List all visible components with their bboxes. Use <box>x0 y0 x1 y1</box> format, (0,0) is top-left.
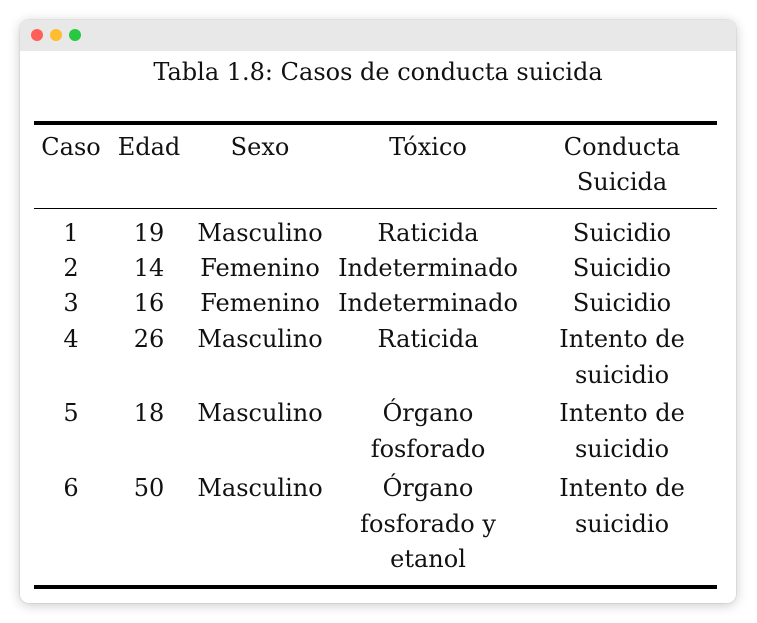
row-1-sexo: Masculino <box>197 219 323 247</box>
row-4-conducta-line-2: suicidio <box>574 361 670 389</box>
row-4-sexo: Masculino <box>197 325 323 353</box>
row-6-caso: 6 <box>63 474 79 502</box>
header-toxico: Tóxico <box>389 133 467 161</box>
row-1-toxico: Raticida <box>377 219 479 247</box>
table-header-rule <box>34 208 717 209</box>
row-6-sexo: Masculino <box>197 474 323 502</box>
row-2-conducta: Suicidio <box>572 254 672 282</box>
close-window-button[interactable] <box>31 29 43 41</box>
window-titlebar <box>20 20 736 51</box>
row-5-edad: 18 <box>133 399 165 427</box>
row-1-conducta: Suicidio <box>572 219 672 247</box>
row-6-toxico-line-1: Órgano <box>382 474 474 502</box>
row-6-toxico-line-3: etanol <box>390 545 466 573</box>
row-5-toxico-line-1: Órgano <box>382 399 474 427</box>
header-sexo: Sexo <box>230 133 290 161</box>
row-6-toxico-line-2: fosforado y <box>360 510 496 538</box>
row-4-conducta-line-1: Intento de <box>559 325 685 353</box>
row-4-edad: 26 <box>133 325 165 353</box>
row-4-caso: 4 <box>63 325 79 353</box>
row-2-edad: 14 <box>133 254 165 282</box>
table-caption: Tabla 1.8: Casos de conducta suicida <box>153 58 603 86</box>
row-5-sexo: Masculino <box>197 399 323 427</box>
row-5-conducta-line-1: Intento de <box>559 399 685 427</box>
row-3-sexo: Femenino <box>200 289 320 317</box>
row-2-toxico: Indeterminado <box>338 254 518 282</box>
row-5-toxico-line-2: fosforado <box>370 435 486 463</box>
header-edad: Edad <box>117 133 181 161</box>
row-2-caso: 2 <box>63 254 79 282</box>
table-bottom-rule <box>34 585 717 589</box>
row-4-toxico: Raticida <box>377 325 479 353</box>
row-2-sexo: Femenino <box>200 254 320 282</box>
row-5-caso: 5 <box>63 399 79 427</box>
document-window <box>20 20 736 603</box>
row-1-caso: 1 <box>63 219 79 247</box>
minimize-window-button[interactable] <box>50 29 62 41</box>
table-top-rule <box>34 121 717 125</box>
header-caso: Caso <box>41 133 101 161</box>
row-3-toxico: Indeterminado <box>338 289 518 317</box>
header-conducta-line-2: Suicida <box>576 168 668 196</box>
row-3-edad: 16 <box>133 289 165 317</box>
row-3-caso: 3 <box>63 289 79 317</box>
row-6-conducta-line-2: suicidio <box>574 510 670 538</box>
header-conducta-line-1: Conducta <box>563 133 681 161</box>
row-3-conducta: Suicidio <box>572 289 672 317</box>
row-6-conducta-line-1: Intento de <box>559 474 685 502</box>
row-1-edad: 19 <box>133 219 165 247</box>
row-6-edad: 50 <box>133 474 165 502</box>
maximize-window-button[interactable] <box>69 29 81 41</box>
row-5-conducta-line-2: suicidio <box>574 435 670 463</box>
